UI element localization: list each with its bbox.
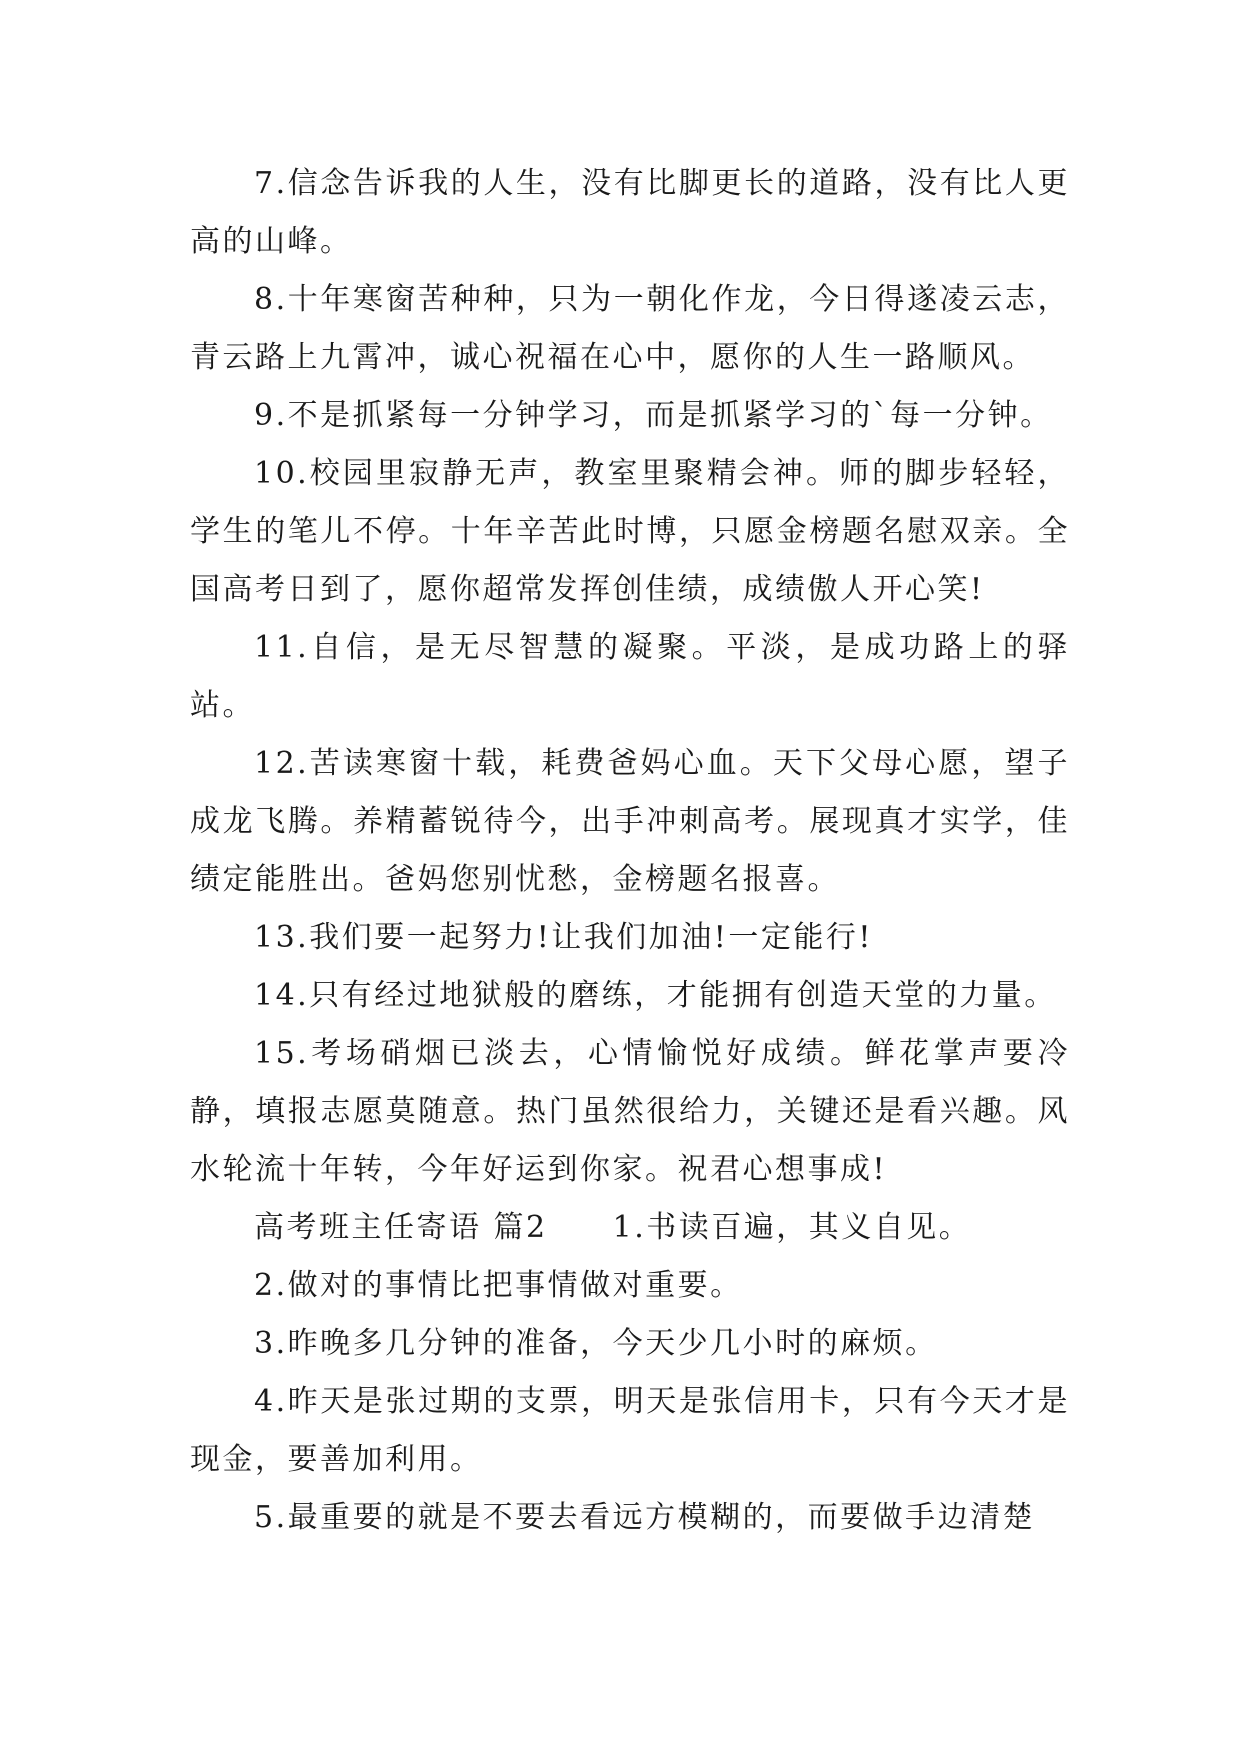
paragraph-item-4: 4.昨天是张过期的支票，明天是张信用卡，只有今天才是现金，要善加利用。 <box>190 1384 1070 1477</box>
document-body <box>190 155 1070 1547</box>
paragraph-item-9: 9.不是抓紧每一分钟学习，而是抓紧学习的`每一分钟。 <box>254 398 1053 433</box>
paragraph-item-8: 8.十年寒窗苦种种，只为一朝化作龙，今日得遂凌云志，青云路上九霄冲，诚心祝福在心中，愿你的人生一路顺风。 <box>190 282 1070 375</box>
paragraph-item-12: 12.苦读寒窗十载，耗费爸妈心血。天下父母心愿，望子成龙飞腾。养精蓄锐待今，出手冲刺高考。展现真才实学，佳绩定能胜出。爸妈您别忧愁，金榜题名报喜。 <box>190 746 1070 897</box>
paragraph-item-5: 5.最重要的就是不要去看远方模糊的，而要做手边清楚 <box>254 1500 1036 1535</box>
section-heading-paragraph: 高考班主任寄语 篇2 1.书读百遍，其义自见。 <box>254 1210 972 1245</box>
paragraph-item-10: 10.校园里寂静无声，教室里聚精会神。师的脚步轻轻，学生的笔儿不停。十年辛苦此时博，只愿金榜题名慰双亲。全国高考日到了，愿你超常发挥创佳绩，成绩傲人开心笑! <box>190 456 1070 607</box>
paragraph-item-3: 3.昨晚多几分钟的准备，今天少几小时的麻烦。 <box>254 1326 938 1361</box>
paragraph-item-7: 7.信念告诉我的人生，没有比脚更长的道路，没有比人更高的山峰。 <box>190 166 1070 259</box>
paragraph-item-13: 13.我们要一起努力!让我们加油!一定能行! <box>254 920 873 955</box>
paragraph-item-11: 11.自信，是无尽智慧的凝聚。平淡，是成功路上的驿站。 <box>190 630 1070 723</box>
paragraph-item-14: 14.只有经过地狱般的磨练，才能拥有创造天堂的力量。 <box>254 978 1057 1013</box>
paragraph-item-15: 15.考场硝烟已淡去，心情愉悦好成绩。鲜花掌声要冷静，填报志愿莫随意。热门虽然很给力，关键还是看兴趣。风水轮流十年转，今年好运到你家。祝君心想事成! <box>190 1036 1070 1187</box>
paragraph-item-2: 2.做对的事情比把事情做对重要。 <box>254 1268 743 1303</box>
